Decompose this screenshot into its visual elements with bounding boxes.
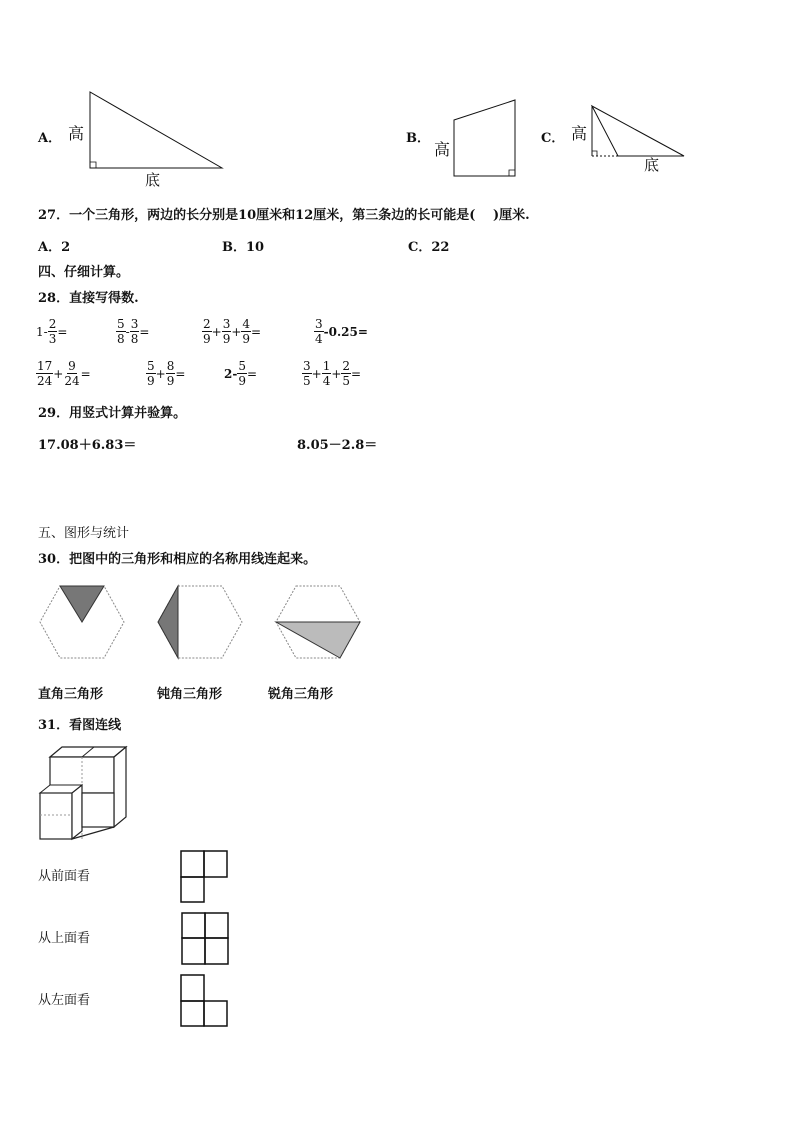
name-right-triangle: 直角三角形	[38, 687, 104, 702]
view-grid-2	[181, 912, 231, 966]
hexagon-obtuse-triangle	[156, 584, 246, 662]
q27-option-c: C．22	[408, 240, 450, 255]
view-left-label: 从左面看	[38, 993, 91, 1008]
option-c-label: C．	[541, 131, 565, 146]
q27-option-a: A．2	[38, 240, 71, 255]
hexagon-acute-triangle	[274, 584, 364, 662]
option-a-label: A．	[38, 131, 62, 146]
q29-problem-1: 17.08＋6.83＝	[38, 438, 137, 453]
name-obtuse-triangle: 钝角三角形	[157, 687, 223, 702]
option-a-right-triangle	[88, 90, 228, 170]
section-5-heading: 五、图形与统计	[38, 526, 130, 541]
option-b-label: B．	[406, 131, 430, 146]
q30-title: 30．把图中的三角形和相应的名称用线连起来。	[38, 552, 317, 567]
view-grid-1	[180, 850, 230, 904]
option-c-base-label: 底	[644, 156, 660, 174]
option-c-height-label: 高	[571, 124, 588, 143]
q28-expr-2: 5 8 - $\frac{3}{8}$ =	[117, 317, 150, 346]
q27-option-b: B．10	[222, 240, 265, 255]
q28-expr-3: 2 9 + $\frac{3}{9}$ + $\frac{4}{9}$ =	[203, 317, 262, 346]
q29-problem-2: 8.05－2.8＝	[297, 438, 378, 453]
view-top-label: 从上面看	[38, 931, 91, 946]
q28-expr-8: 3 5 + $\frac{1}{4}$ + $\frac{2}{5}$ =	[303, 359, 362, 388]
option-b-trapezoid	[452, 98, 522, 178]
q28-expr-7: 2- $\frac{5}{9}$ =	[224, 359, 258, 388]
q27-stem: 27．一个三角形，两边的长分别是10厘米和12厘米，第三条边的长可能是( )厘米.	[38, 208, 530, 223]
q31-title: 31．看图连线	[38, 718, 122, 733]
option-c-obtuse-triangle	[588, 104, 688, 164]
option-a-height-label: 高	[68, 124, 85, 143]
q29-title: 29．用竖式计算并验算。	[38, 406, 187, 421]
cube-solid-figure	[38, 745, 130, 841]
option-a-base-label: 底	[145, 171, 161, 189]
hexagon-right-triangle	[38, 584, 128, 662]
q28-title: 28．直接写得数.	[38, 291, 139, 306]
view-front-label: 从前面看	[38, 869, 91, 884]
section-4-heading: 四、仔细计算。	[38, 265, 130, 280]
q28-expr-1: 1- $\frac{2}{3}$ =	[36, 317, 68, 346]
q28-expr-5: 17 24 + $\frac{9}{24}$ =	[37, 359, 91, 388]
view-grid-3	[180, 974, 230, 1028]
name-acute-triangle: 锐角三角形	[268, 687, 334, 702]
q28-expr-4: 3 4 -0.25=	[315, 317, 368, 346]
option-b-height-label: 高	[434, 140, 451, 159]
q28-expr-6: 5 9 + $\frac{8}{9}$ =	[147, 359, 186, 388]
